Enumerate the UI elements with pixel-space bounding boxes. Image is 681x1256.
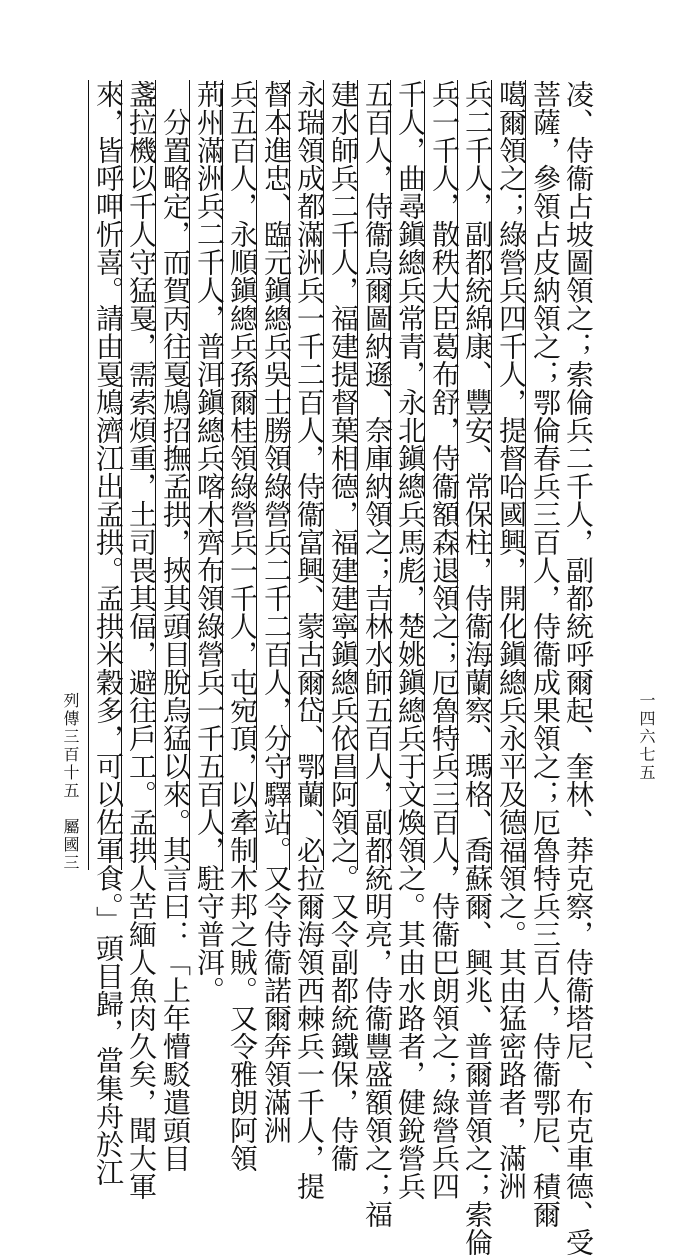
text-column-4: 兵二千人，副都統綿康、豐安、常保柱，侍衞海蘭察、瑪格、喬蘇爾、興兆、普爾普領之；索倫 [457, 80, 491, 870]
text-column-14: 盞拉機以千人守猛戛，需索煩重，土司畏其偪，避往戶工。孟拱人苦緬人魚肉久矣，聞大軍 [121, 80, 155, 870]
text-column-8: 建水師兵二千人，福建提督葉相德，福建建寧鎭總兵依昌阿領之。又令副都統鐵保，侍衞 [323, 80, 357, 870]
text-column-2: 菩薩，參領占皮納領之；鄂倫春兵三百人，侍衞成果領之；厄魯特兵三百人，侍衞鄂尼、積爾 [525, 80, 559, 870]
text-column-1: 凌、侍衞占坡圖領之；索倫兵二千人，副都統呼爾起、奎林、莽克察，侍衞塔尼、布克車德、受 [562, 80, 595, 1256]
text-column-6: 千人，曲尋鎭總兵常青，永北鎭總兵馬彪，楚姚鎭總兵于文煥領之。其由水路者，健銳營兵 [390, 80, 424, 870]
text-column-9: 永瑞領成都滿洲兵一千二百人，侍衞富興、蒙古爾岱、鄂蘭、必拉爾海領西棘兵一千人，提 [289, 80, 323, 870]
text-column-11: 兵五百人，永順鎭總兵孫爾桂領綠營兵一千人，屯宛頂，以牽制木邦之賊。又令雅朗阿領 [222, 80, 256, 870]
text-column-13: 分置略定，而賀丙往戛鳩招撫孟拱，挾其頭目脫烏猛以來。其言曰：「上年懵駁遣頭目 [155, 80, 189, 870]
text-column-7: 五百人，侍衞烏爾圖納遜、奈庫納領之；吉林水師五百人，副都統明亮，侍衞豐盛額領之；福 [357, 80, 391, 870]
text-column-10: 督本進忠、臨元鎭總兵吳士勝領綠營兵二千二百人，分守驛站。又令侍衞諾爾奔領滿洲 [256, 80, 290, 870]
running-header: 列傳三百十五 屬國三 [61, 692, 80, 872]
page-number: 一四六七五 [637, 692, 656, 782]
text-column-5: 兵一千人，散秩大臣葛布舒，侍衞額森退領之；厄魯特兵三百人，侍衞巴朗領之；綠營兵四 [424, 80, 458, 870]
text-column-15: 來，皆呼呷忻喜。請由戛鳩濟江出孟拱。孟拱米穀多，可以佐軍食。」頭目歸，當集舟於江 [88, 80, 122, 870]
text-column-12: 荊州滿洲兵二千人，普洱鎭總兵喀木齊布領綠營兵一千五百人，駐守普洱。 [189, 80, 223, 870]
text-column-3: 噶爾領之；綠營兵四千人，提督哈國興，開化鎭總兵永平及德福領之。其由猛密路者，滿洲 [491, 80, 525, 870]
